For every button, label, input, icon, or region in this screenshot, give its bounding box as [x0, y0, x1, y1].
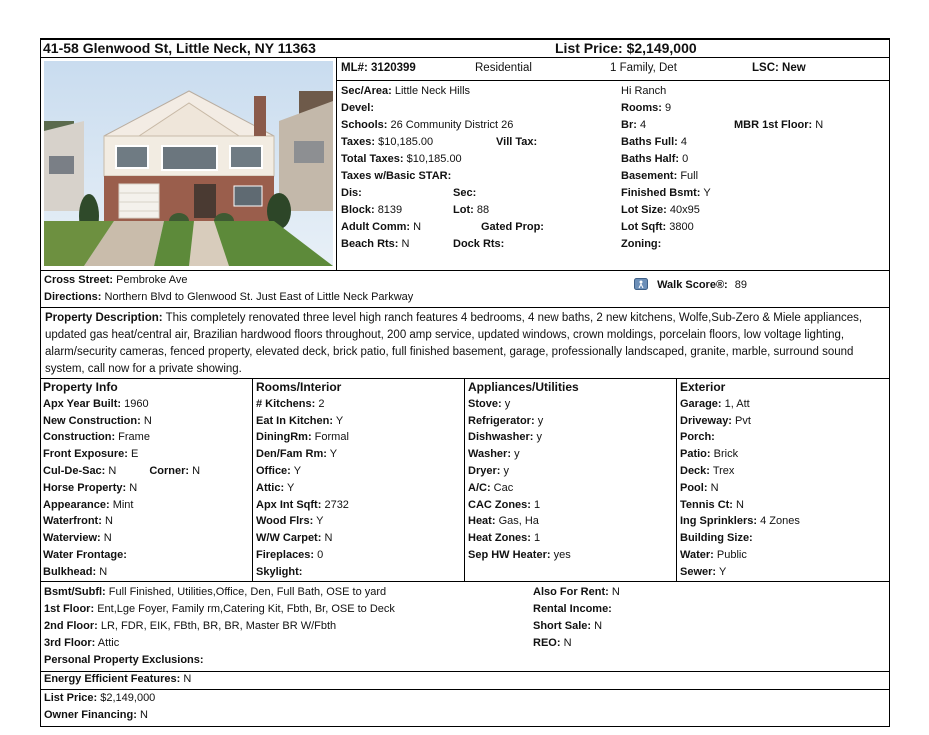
footer-list-price: List Price: $2,149,000 — [44, 692, 156, 704]
house-photo — [44, 61, 333, 266]
details-columns — [40, 379, 890, 582]
vill-tax: Vill Tax: — [496, 136, 538, 148]
column-title: Rooms/Interior — [256, 380, 342, 394]
info-row: Zoning: — [621, 238, 662, 250]
property-style: 1 Family, Det — [610, 62, 677, 74]
info-row: Total Taxes: $10,185.00 — [341, 153, 462, 165]
info-row: Beach Rts: N — [341, 238, 410, 250]
info-row: Block: 8139 — [341, 204, 403, 216]
column-divider — [464, 379, 465, 581]
dock-rts: Dock Rts: — [453, 238, 505, 250]
energy-row: Energy Efficient Features: N — [40, 672, 890, 690]
info-row: Basement: Full — [621, 170, 699, 182]
column-title: Exterior — [680, 380, 726, 394]
column-divider — [676, 379, 677, 581]
description-label: Property Description: — [45, 312, 163, 324]
listing-sheet — [40, 38, 890, 727]
cross-street-band — [40, 271, 890, 308]
listing-header — [40, 38, 890, 58]
cross-street: Cross Street: Pembroke Ave — [44, 274, 188, 286]
rooms-interior-column: Rooms/Interior # Kitchens: 2 Eat In Kitchen: Y DiningRm: Formal Den/Fam Rm: Y Office: Y Attic: Y Apx Int Sqft: 2732 Wood Flrs: Y W/W Carpet: N Fireplaces: 0 Skylight: — [256, 380, 349, 578]
sec-field: Sec: — [453, 187, 477, 199]
rental-list: Also For Rent: N Rental Income: Short Sale: N REO: N — [533, 586, 620, 649]
appliances-utilities-column: Appliances/Utilities Stove: y Refrigerator: y Dishwasher: y Washer: y Dryer: y A/C: Cac CAC Zones: 1 Heat: Gas, Ha Heat Zones: 1 Sep HW Heater: yes — [468, 380, 579, 561]
mls-number: ML#: 3120399 — [341, 62, 416, 74]
property-address: 41-58 Glenwood St, Little Neck, NY 11363 — [43, 40, 316, 56]
walk-score-icon — [634, 278, 648, 290]
info-row: Lot Sqft: 3800 — [621, 221, 694, 233]
info-row: Schools: 26 Community District 26 — [341, 119, 514, 131]
info-row: Baths Full: 4 — [621, 136, 688, 148]
info-row: Dis: — [341, 187, 362, 199]
info-row: Baths Half: 0 — [621, 153, 689, 165]
info-row: Rooms: 9 — [621, 102, 672, 114]
summary-block — [40, 58, 890, 271]
info-row: Adult Comm: N — [341, 221, 422, 233]
gated-prop: Gated Prop: — [481, 221, 544, 233]
floors-block — [40, 582, 890, 672]
lsc-status: LSC: New — [752, 62, 806, 74]
property-description — [40, 308, 890, 379]
info-row: Br: 4 — [621, 119, 647, 131]
owner-financing: Owner Financing: N — [44, 709, 148, 721]
property-type: Residential — [475, 62, 532, 74]
floors-list: Bsmt/Subfl: Full Finished, Utilities,Office, Den, Full Bath, OSE to yard 1st Floor: Ent,Lge Foyer, Family rm,Catering Kit, Fbth, Br, OSE to Deck 2nd Floor: LR, FDR, EIK, FBth, BR, BR, Master BR W/Fbth 3rd Floor: Attic Personal Property Exclusions: — [44, 586, 395, 666]
info-row: Taxes: $10,185.00 — [341, 136, 434, 148]
directions: Directions: Northern Blvd to Glenwood St. Just East of Little Neck Parkway — [44, 291, 414, 303]
walk-score[interactable]: Walk Score®: 89 — [634, 278, 747, 291]
info-row: Devel: — [341, 102, 375, 114]
property-info-column: Property Info Apx Year Built: 1960 New Construction: N Construction: Frame Front Exposure: E Cul-De-Sac: N Corner: N Horse Property: N Appearance: Mint Waterfront: N Waterview: N Water Frontage: Bulkhead: N — [43, 380, 201, 578]
info-row: Sec/Area: Little Neck Hills — [341, 85, 471, 97]
right-info-list — [621, 83, 711, 253]
column-divider — [252, 379, 253, 581]
lot-field: Lot: 88 — [453, 204, 490, 216]
info-row: Lot Size: 40x95 — [621, 204, 700, 216]
column-title: Property Info — [43, 380, 118, 394]
info-row: Finished Bsmt: Y — [621, 187, 711, 199]
house-photo-icon — [44, 61, 333, 266]
info-row: Taxes w/Basic STAR: — [341, 170, 452, 182]
house-style: Hi Ranch — [621, 85, 667, 97]
mbr-first-floor: MBR 1st Floor: N — [734, 119, 824, 131]
footer-block — [40, 690, 890, 727]
description-text: This completely renovated three level high ranch features 4 bedrooms, 4 new baths, 2 new kitchens, Wolfe,Sub-Zero & Miele appliances, updated gas heat/central air, Brazilian hardwood floors throughout, 200 amp service, updated windows, crown moldings, porcelain floors, low voltage lighting, alarm/security cameras, fenced property, elevated deck, brick patio, full finished basement, garage, professionally landscaped, granite, marble, surround sound system, call now for a private showing. — [45, 312, 863, 375]
column-title: Appliances/Utilities — [468, 380, 579, 394]
exterior-column: Exterior Garage: 1, Att Driveway: Pvt Porch: Patio: Brick Deck: Trex Pool: N Tennis Ct: N Ing Sprinklers: 4 Zones Building Size: Water: Public Sewer: Y — [680, 380, 800, 578]
mls-row — [337, 58, 889, 81]
list-price-heading: List Price: $2,149,000 — [555, 40, 697, 56]
photo-divider — [336, 58, 337, 270]
